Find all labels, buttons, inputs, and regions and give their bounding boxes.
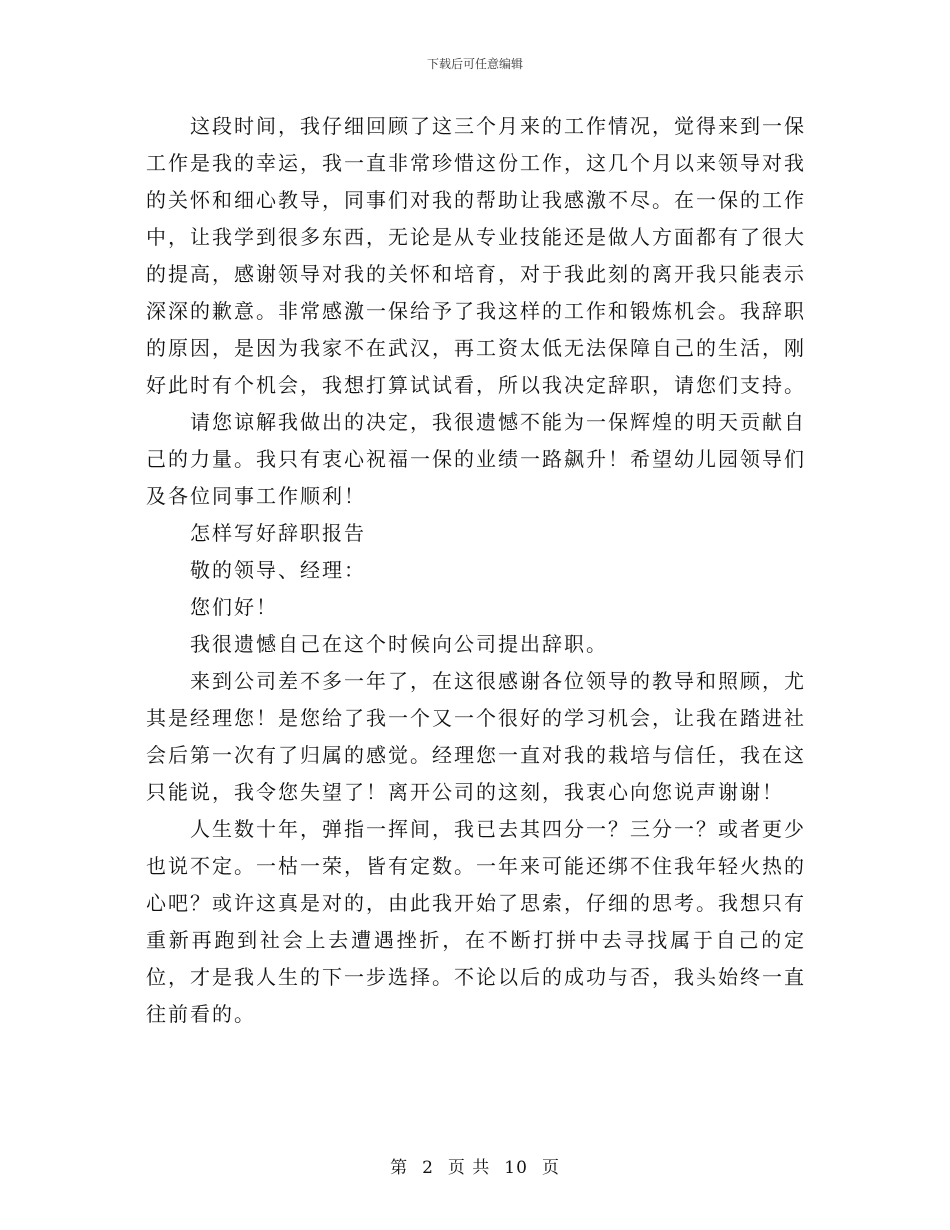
paragraph-3: 来到公司差不多一年了，在这很感谢各位领导的教导和照顾，尤其是经理您！是您给了我一个又一个很好的学习机会，让我在踏进社会后第一次有了归属的感觉。经理您一直对我的栽培与信任，我在这只能说，我令您失望了！离开公司的这刻，我衷心向您说声谢谢！: [146, 669, 806, 804]
section-title: 怎样写好辞职报告: [190, 521, 366, 545]
salutation: 敬的领导、经理：: [190, 558, 366, 582]
header-note: 下载后可任意编辑: [426, 57, 523, 71]
footer-middle: 页 共: [447, 1158, 491, 1178]
footer-prefix: 第: [390, 1158, 409, 1178]
paragraph-4: 人生数十年，弹指一挥间，我已去其四分一？三分一？或者更少也说不定。一枯一荣，皆有定数。一年来可能还绑不住我年轻火热的心吧？或许这真是对的，由此我开始了思索，仔细的思考。我想只有重新再跑到社会上去遭遇挫折，在不断打拼中去寻找属于自己的定位，才是我人生的下一步选择。不论以后的成功与否，我头始终一直往前看的。: [146, 817, 806, 1026]
current-page-number: 2: [422, 1158, 434, 1178]
footer-suffix: 页: [541, 1158, 560, 1178]
page-number-footer: [0, 1153, 950, 1178]
paragraph-2: 请您谅解我做出的决定，我很遗憾不能为一保辉煌的明天贡献自己的力量。我只有衷心祝福一保的业绩一路飙升！希望幼儿园领导们及各位同事工作顺利！: [146, 410, 806, 508]
greeting: 您们好！: [190, 595, 278, 619]
total-page-number: 10: [504, 1158, 528, 1178]
paragraph-intro: 我很遗憾自己在这个时候向公司提出辞职。: [190, 632, 608, 656]
paragraph-1: 这段时间，我仔细回顾了这三个月来的工作情况，觉得来到一保工作是我的幸运，我一直非常珍惜这份工作，这几个月以来领导对我的关怀和细心教导，同事们对我的帮助让我感激不尽。在一保的工作中，让我学到很多东西，无论是从专业技能还是做人方面都有了很大的提高，感谢领导对我的关怀和培育，对于我此刻的离开我只能表示深深的歉意。非常感激一保给予了我这样的工作和锻炼机会。我辞职的原因，是因为我家不在武汉，再工资太低无法保障自己的生活，刚好此时有个机会，我想打算试试看，所以我决定辞职，请您们支持。: [146, 114, 806, 397]
document-body: [146, 108, 806, 1033]
